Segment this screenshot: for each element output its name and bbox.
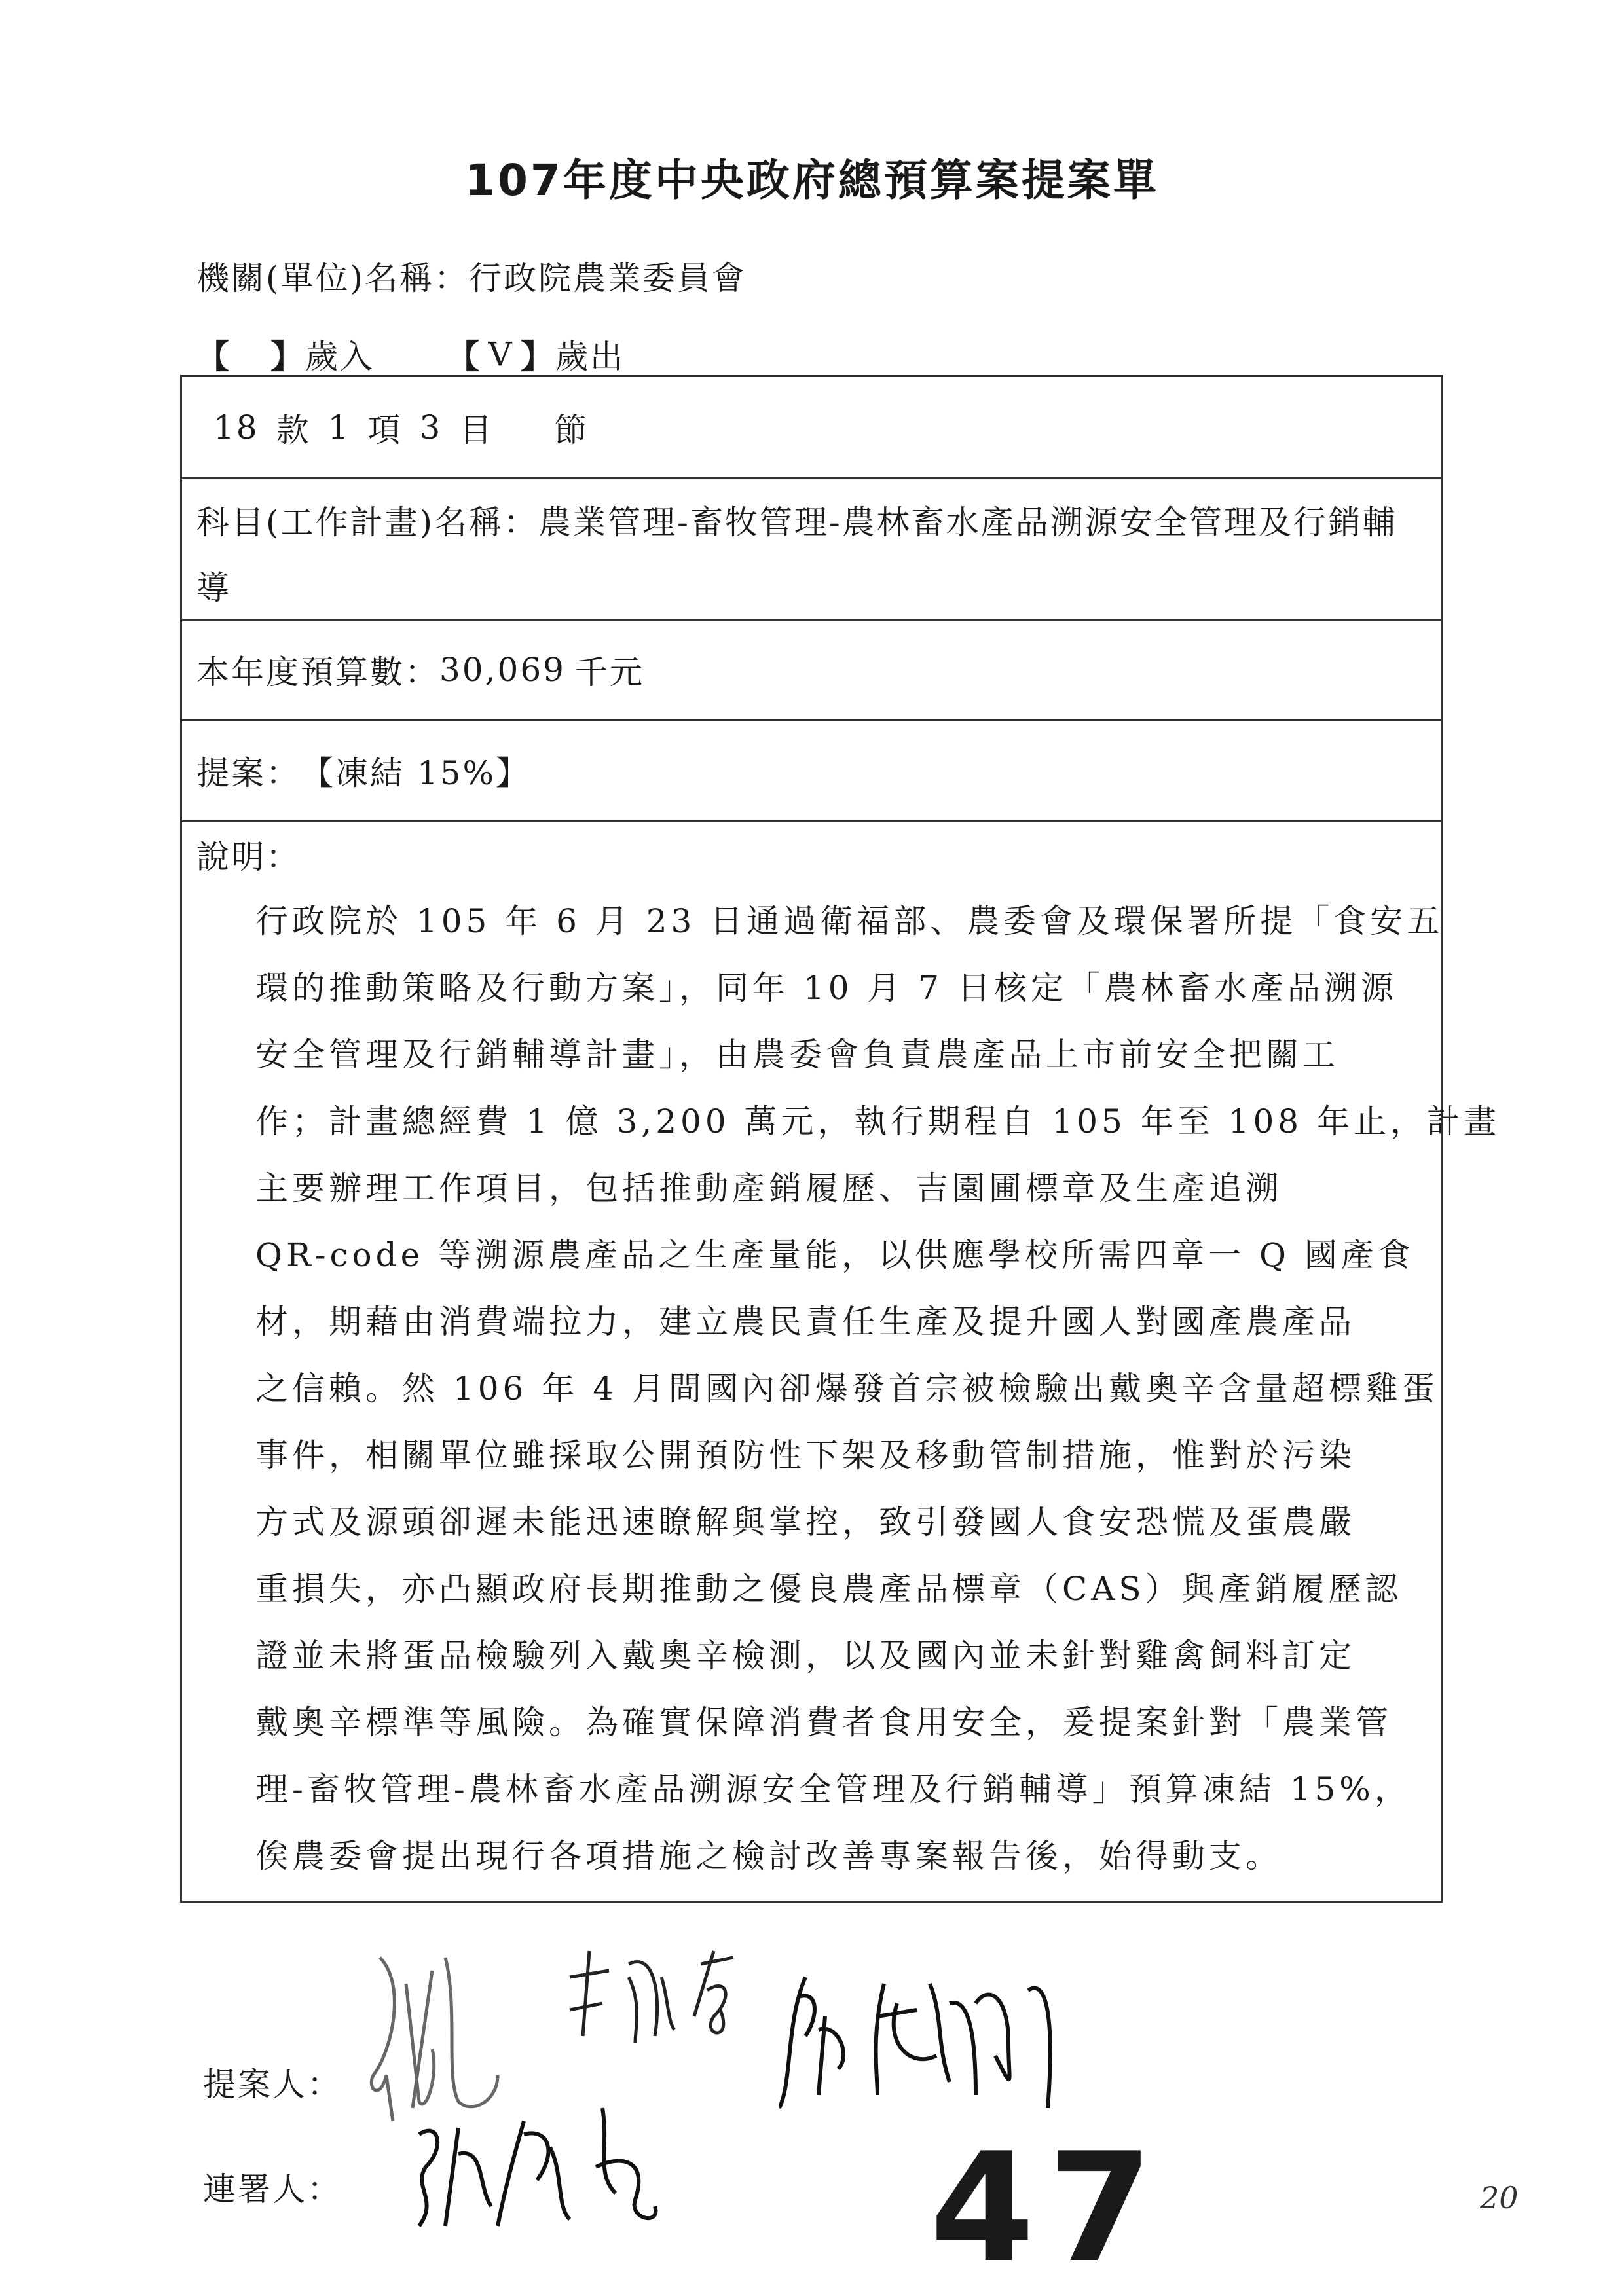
agency-line <box>196 252 747 299</box>
proposal-row <box>182 721 1441 822</box>
handwritten-page-note: 20 <box>1480 2180 1519 2215</box>
proposer-label: 提案人： <box>203 2066 342 2104</box>
description-body <box>255 888 1500 1889</box>
description-line: 之信賴。然 106 年 4 月間國內卻爆發首宗被檢驗出戴奧辛含量超標雞蛋 <box>255 1370 1439 1408</box>
agency-name: 行政院農業委員會 <box>469 259 747 297</box>
handwritten-number: 47 <box>930 2121 1166 2296</box>
subject-row <box>182 479 1441 621</box>
description-line: 主要辦理工作項目，包括推動產銷履歷、吉園圃標章及生產追溯 <box>255 1169 1282 1207</box>
xiang-number: 1 <box>327 408 351 446</box>
description-line: 材，期藉由消費端拉力，建立農民責任生產及提升國人對國產農產品 <box>255 1303 1356 1341</box>
cosigner-row <box>203 2134 342 2239</box>
proposal-label: 提案： <box>196 754 301 792</box>
budget-code-row <box>182 377 1441 479</box>
proposer-signature-3 <box>779 1964 1094 2121</box>
description-line: 安全管理及行銷輔導計畫」，由農委會負責農產品上市前安全把關工 <box>255 1036 1339 1074</box>
check-mark-icon: V <box>488 335 514 373</box>
description-line: 證並未將蛋品檢驗列入戴奧辛檢測，以及國內並未針對雞禽飼料訂定 <box>255 1637 1356 1675</box>
document-title: 107年度中央政府總預算案提案單 <box>465 155 1159 206</box>
description-line: QR-code 等溯源農產品之生產量能，以供應學校所需四章一 Q 國產食 <box>255 1236 1414 1274</box>
budget-label: 本年度預算數： <box>196 653 439 691</box>
kuan-label: 款 <box>276 410 311 449</box>
description-line: 理-畜牧管理-農林畜水產品溯源安全管理及行銷輔導」預算凍結 15%， <box>255 1770 1411 1808</box>
xiang-label: 項 <box>367 410 403 449</box>
proposer-row <box>203 2030 342 2134</box>
description-label: 說明： <box>196 838 301 876</box>
option-revenue-label: 歲入 <box>305 338 375 376</box>
bracket-close: 】 <box>521 337 555 376</box>
kuan-number: 18 <box>213 408 259 446</box>
subject-label: 科目(工作計畫)名稱： <box>196 503 539 541</box>
option-expenditure-label: 歲出 <box>555 338 625 376</box>
jie-label: 節 <box>554 410 589 449</box>
description-line: 環的推動策略及行動方案」，同年 10 月 7 日核定「農林畜水產品溯源 <box>255 969 1398 1007</box>
bracket-close: 】 <box>270 337 305 376</box>
proposal-form-table <box>180 375 1500 1903</box>
description-line: 俟農委會提出現行各項措施之檢討改善專案報告後，始得動支。 <box>255 1837 1282 1875</box>
description-line: 事件，相關單位雖採取公開預防性下架及移動管制措施，惟對於污染 <box>255 1436 1356 1474</box>
budget-value: 30,069 <box>439 651 566 689</box>
cosigner-label: 連署人： <box>203 2170 342 2208</box>
budget-row <box>182 621 1441 721</box>
proposal-value: 【凍結 15%】 <box>301 754 531 792</box>
description-line: 行政院於 105 年 6 月 23 日通過衛福部、農委會及環保署所提「食安五 <box>255 902 1444 940</box>
description-row <box>182 822 1500 1901</box>
mu-number: 3 <box>419 408 443 446</box>
cosigner-signature <box>399 2095 701 2239</box>
subject-text <box>196 490 1426 621</box>
signers-section <box>203 2003 342 2239</box>
description-line: 作；計畫總經費 1 億 3,200 萬元，執行期程自 105 年至 108 年止，計畫 <box>255 1102 1500 1140</box>
mu-label: 目 <box>459 410 494 449</box>
option-revenue[interactable] <box>196 331 375 378</box>
bracket-open: 【 <box>447 337 481 376</box>
proposer-signature-2 <box>563 1938 773 2056</box>
description-line: 戴奧辛標準等風險。為確實保障消費者食用安全，爰提案針對「農業管 <box>255 1704 1392 1741</box>
bracket-open: 【 <box>196 337 231 376</box>
agency-label: 機關(單位)名稱： <box>196 259 470 297</box>
option-expenditure[interactable] <box>447 331 625 378</box>
description-line: 方式及源頭卻遲未能迅速瞭解與掌控，致引發國人食安恐慌及蛋農嚴 <box>255 1503 1356 1541</box>
revenue-expenditure-selector <box>196 331 625 378</box>
description-line: 重損失，亦凸顯政府長期推動之優良農產品標章（CAS）與產銷履歷認 <box>255 1570 1402 1608</box>
budget-unit: 千元 <box>574 653 644 691</box>
subject-value: 農業管理-畜牧管理-農林畜水產品溯源安全管理及行銷輔導 <box>196 503 1397 607</box>
